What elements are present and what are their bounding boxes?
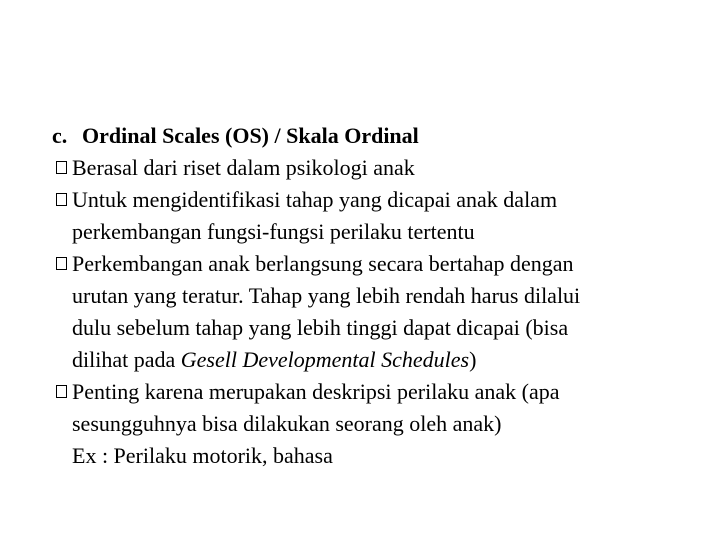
bullet-3-line-1: Perkembangan anak berlangsung secara bertahap dengan (72, 251, 574, 276)
heading-text: Ordinal Scales (OS) / Skala Ordinal (82, 123, 419, 148)
bullet-square-icon (56, 193, 67, 206)
bullet-item-3 (52, 248, 702, 376)
heading-prefix: c. (52, 123, 68, 148)
bullet-item-4 (52, 376, 702, 440)
slide-content (52, 120, 702, 472)
bullet-4-line-2: sesungguhnya bisa dilakukan seorang oleh anak) (72, 411, 502, 436)
bullet-square-icon (56, 161, 67, 174)
bullet-3-line-4 (72, 344, 702, 376)
bullet-2-line-2: perkembangan fungsi-fungsi perilaku tertentu (72, 219, 475, 244)
section-heading (52, 120, 702, 152)
bullet-square-icon (56, 257, 67, 270)
bullet-2-line-1: Untuk mengidentifikasi tahap yang dicapai anak dalam (72, 187, 558, 212)
bullet-3-line-3: dulu sebelum tahap yang lebih tinggi dapat dicapai (bisa (72, 315, 569, 340)
bullet-3-line-4-prefix: dilihat pada (72, 347, 181, 372)
bullet-square-icon (56, 385, 67, 398)
bullet-item-1 (52, 152, 702, 184)
bullet-3-line-2: urutan yang teratur. Tahap yang lebih rendah harus dilalui (72, 283, 581, 308)
gesell-reference: Gesell Developmental Schedules (180, 347, 470, 372)
bullet-item-2 (52, 184, 702, 248)
example-line: Ex : Perilaku motorik, bahasa (72, 443, 333, 468)
bullet-1-line-1: Berasal dari riset dalam psikologi anak (72, 155, 415, 180)
bullet-4-line-1: Penting karena merupakan deskripsi perilaku anak (apa (72, 379, 560, 404)
bullet-3-line-4-suffix: ) (469, 347, 477, 372)
